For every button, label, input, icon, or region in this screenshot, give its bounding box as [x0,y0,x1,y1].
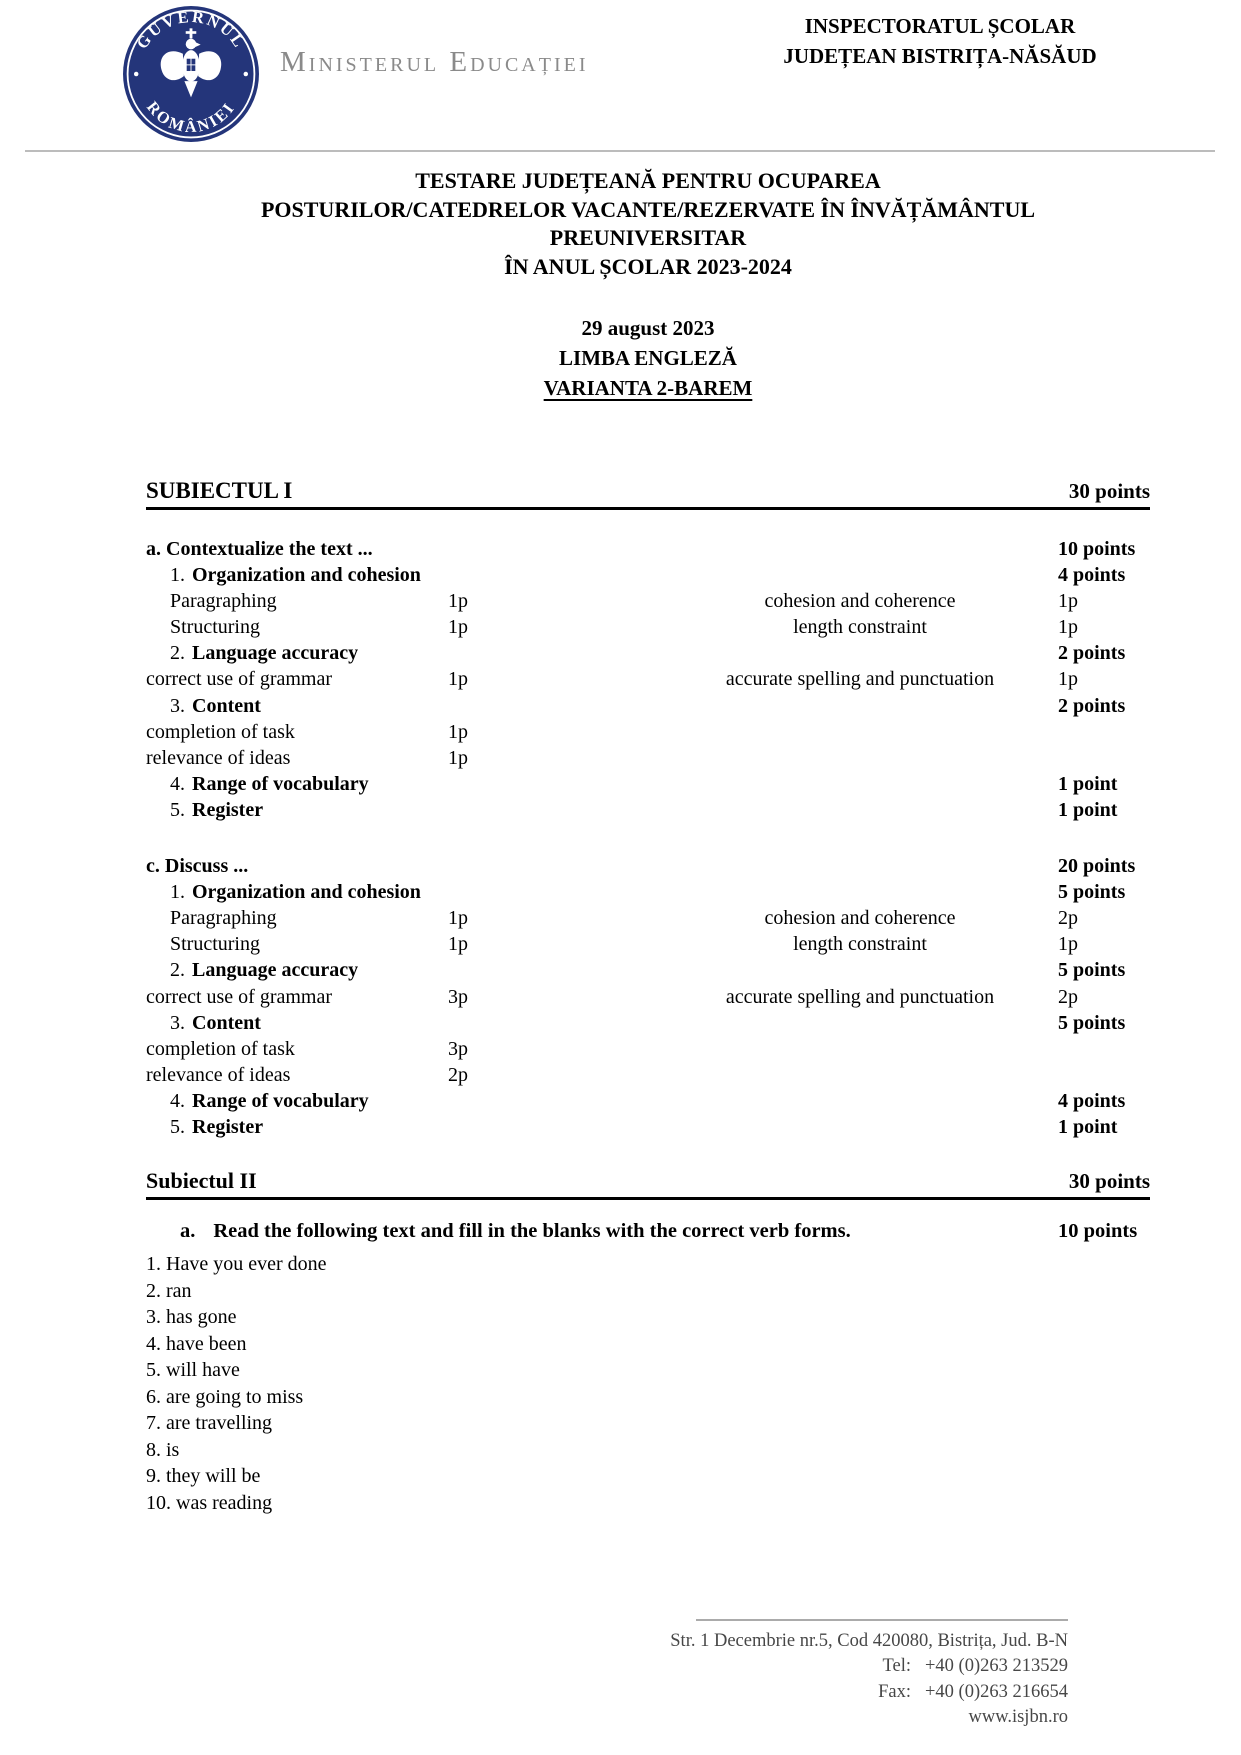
rubric-points: 1p [1058,590,1078,613]
rubric-points: 2p [1058,985,1078,1008]
rubric-criterion-number: 3. [170,1011,185,1034]
rubric-points: 2 points [1058,694,1126,717]
answer-item: 9. they will be [146,1465,261,1488]
rubric-row [146,933,1150,959]
rubric-row [146,564,1150,590]
rubric-row [146,616,1150,642]
rubric-subpoints-left: 1p [448,616,468,639]
rubric-row [146,1064,1150,1090]
subiectul1-heading: SUBIECTUL I [146,478,293,503]
rubric-criterion [146,1116,448,1139]
answer-item: 4. have been [146,1332,247,1355]
rubric-criterion-number: 4. [170,772,185,795]
task-a-text: Read the following text and fill in the blanks with the correct verb forms. [213,1220,851,1243]
answer-item: 8. is [146,1438,180,1461]
rubric-points: 5 points [1058,959,1126,982]
rubric-criterion [146,538,448,561]
rubric-criterion [146,1038,448,1061]
rubric-criterion-number: 3. [170,694,185,717]
subiectul1-points: 30 points [1068,479,1150,503]
rubric-row [146,881,1150,907]
answer-item: 1. Have you ever done [146,1253,327,1276]
rubric-row [146,855,1150,881]
footer-fax-row [518,1680,1068,1705]
rubric-criterion-label: Structuring [170,933,260,956]
subiectul1-heading-row [146,478,1150,510]
exam-date: 29 august 2023 [581,316,715,340]
footer-contact-block [518,1629,1068,1731]
rubric-criterion-label: completion of task [146,1037,295,1060]
rubric-criterion-label: correct use of grammar [146,985,333,1008]
rubric-criterion-right: cohesion and coherence [764,907,956,930]
rubric-points: 1 point [1058,772,1118,795]
rubric-criterion [146,773,448,796]
rubric-criterion-label: Range of vocabulary [192,1089,369,1112]
answer-key-list [146,1251,1150,1516]
rubric-criterion-label: completion of task [146,720,295,743]
rubric-points: 1p [1058,933,1078,956]
rubric-criterion-label: a. Contextualize the text ... [146,538,373,560]
rubric-criterion [146,721,448,744]
rubric-row [146,590,1150,616]
rubric-row [146,986,1150,1012]
inspectorate-line1: INSPECTORATUL ȘCOLAR [804,14,1076,38]
answer-item: 5. will have [146,1359,240,1382]
rubric-row [146,799,1150,825]
rubric-points: 5 points [1058,881,1126,904]
rubric-criterion-label: Organization and cohesion [192,564,421,587]
task-a-text-wrap [146,1220,1020,1243]
rubric-criterion-label: Range of vocabulary [192,772,369,795]
subiectul2-points: 30 points [1068,1169,1150,1194]
main-content [146,478,1150,1516]
seal-arc-bottom-text: ROMÂNIEI [143,98,239,137]
rubric-criterion-number: 2. [170,642,185,665]
inspectorate-line2: JUDEȚEAN BISTRIȚA-NĂSĂUD [783,44,1097,68]
footer-fax-value: +40 (0)263 216654 [924,1681,1068,1702]
rubric-criterion-right: cohesion and coherence [764,590,956,613]
rubric-criterion-label: Paragraphing [170,590,277,613]
answer-item: 6. are going to miss [146,1385,304,1408]
title-line-2: POSTURILOR/CATEDRELOR VACANTE/REZERVATE ÎN ÎNVĂȚĂMÂNTUL [260,196,1036,222]
rubric-subpoints-left: 1p [448,720,468,743]
footer-divider [696,1619,1068,1621]
rubric-criterion-right: accurate spelling and punctuation [725,985,995,1008]
answer-item: 2. ran [146,1279,192,1302]
rubric-criterion-label: Structuring [170,616,260,639]
footer-website: www.isjbn.ro [968,1707,1068,1728]
rubric-row [146,668,1150,694]
rubric-criterion-label: relevance of ideas [146,1063,291,1086]
rubric-criterion-label: Register [192,1115,264,1138]
exam-subject: LIMBA ENGLEZĂ [559,346,737,370]
rubric-points: 4 points [1058,564,1126,587]
rubric-row [146,642,1150,668]
rubric-points: 1p [1058,668,1078,691]
answer-item: 3. has gone [146,1306,237,1329]
rubric-criterion [146,799,448,822]
rubric-criterion [146,747,448,770]
rubric-criterion-number: 1. [170,564,185,587]
rubric-criterion-right: length constraint [793,933,927,956]
rubric-points: 5 points [1058,1011,1126,1034]
rubric-criterion-label: Paragraphing [170,907,277,930]
footer-tel-row [518,1654,1068,1679]
rubric-points: 20 points [1058,855,1136,878]
rubric-subpoints-left: 3p [448,985,468,1008]
rubric-criterion-label: Content [192,694,261,717]
rubric-criterion [146,642,448,665]
rubric-subpoints-left: 1p [448,907,468,930]
rubric-criterion-label: c. Discuss ... [146,855,249,878]
header-divider [25,150,1215,152]
subiectul2-heading: Subiectul II [146,1168,257,1194]
rubric-criterion-label: Language accuracy [192,959,359,982]
answer-item: 10. was reading [146,1491,273,1514]
rubric-row [146,538,1150,564]
rubric-criterion [146,855,448,878]
rubric-row [146,907,1150,933]
rubric-points: 2 points [1058,642,1126,665]
rubric-criterion-number: 5. [170,798,185,821]
seal-arc-top-text: GUVERNUL [133,7,249,53]
exam-session-block [146,313,1150,403]
rubric-criterion [146,1090,448,1113]
rubric-criterion-number: 4. [170,1089,185,1112]
rubric-criterion-label: Register [192,798,264,821]
rubric-criterion-number: 5. [170,1115,185,1138]
rubric-subpoints-left: 1p [448,590,468,613]
rubric-criterion-number: 1. [170,881,185,904]
romania-government-seal-icon [122,5,260,143]
title-line-1: TESTARE JUDEȚEANĂ PENTRU OCUPAREA [415,168,881,193]
government-seal-logo [122,5,260,143]
rubric-row [146,1090,1150,1116]
rubric-criterion [146,933,448,956]
answer-item: 7. are travelling [146,1412,273,1435]
task-a-letter: a. [180,1220,196,1243]
subiectul2-heading-row [146,1168,1150,1200]
rubric-row [146,1012,1150,1038]
task-a-row [146,1220,1150,1243]
rubric-row [146,773,1150,799]
footer-tel-label: Tel: [882,1656,911,1677]
rubric-row [146,721,1150,747]
document-title [146,167,1150,281]
rubric-subpoints-left: 2p [448,1063,468,1086]
ministry-wordmark: Ministerul Educației [280,46,589,78]
rubric-criterion-right: length constraint [793,616,927,639]
rubric-criterion-label: Language accuracy [192,642,359,665]
rubric-subpoints-left: 3p [448,1037,468,1060]
rubric-points: 1 point [1058,1115,1118,1138]
rubric-criterion [146,590,448,613]
rubric-criterion [146,668,448,691]
rubric-criterion [146,986,448,1009]
rubric-row [146,1038,1150,1064]
rubric-row [146,959,1150,985]
rubric-criterion [146,881,448,904]
scoring-rubric [146,538,1150,1142]
rubric-criterion [146,1012,448,1035]
title-line-4: ÎN ANUL ȘCOLAR 2023-2024 [504,253,792,279]
rubric-criterion [146,959,448,982]
rubric-criterion [146,1064,448,1087]
rubric-points: 1 point [1058,798,1118,821]
rubric-criterion-label: Organization and cohesion [192,881,421,904]
rubric-row [146,1116,1150,1142]
rubric-criterion-number: 2. [170,959,185,982]
rubric-criterion-right: accurate spelling and punctuation [725,668,995,691]
rubric-row [146,695,1150,721]
title-line-3: PREUNIVERSITAR [549,225,747,250]
rubric-subpoints-left: 1p [448,746,468,769]
rubric-points: 4 points [1058,1089,1126,1112]
rubric-row [146,747,1150,773]
rubric-criterion-label: relevance of ideas [146,746,291,769]
task-a-points: 10 points [1058,1220,1138,1243]
rubric-criterion [146,616,448,639]
footer-fax-label: Fax: [878,1681,911,1702]
rubric-points: 2p [1058,907,1078,930]
rubric-subpoints-left: 1p [448,668,468,691]
rubric-points: 1p [1058,616,1078,639]
footer-address: Str. 1 Decembrie nr.5, Cod 420080, Bistrița, Jud. B-N [670,1631,1068,1651]
rubric-subpoints-left: 1p [448,933,468,956]
rubric-criterion-label: Content [192,1011,261,1034]
rubric-points: 10 points [1058,538,1136,560]
exam-variant: VARIANTA 2-BAREM [543,376,753,400]
rubric-criterion [146,564,448,587]
footer-tel-value: +40 (0)263 213529 [924,1656,1068,1677]
rubric-criterion-label: correct use of grammar [146,668,333,691]
inspectorate-header [748,11,1132,71]
rubric-criterion [146,695,448,718]
rubric-criterion [146,907,448,930]
